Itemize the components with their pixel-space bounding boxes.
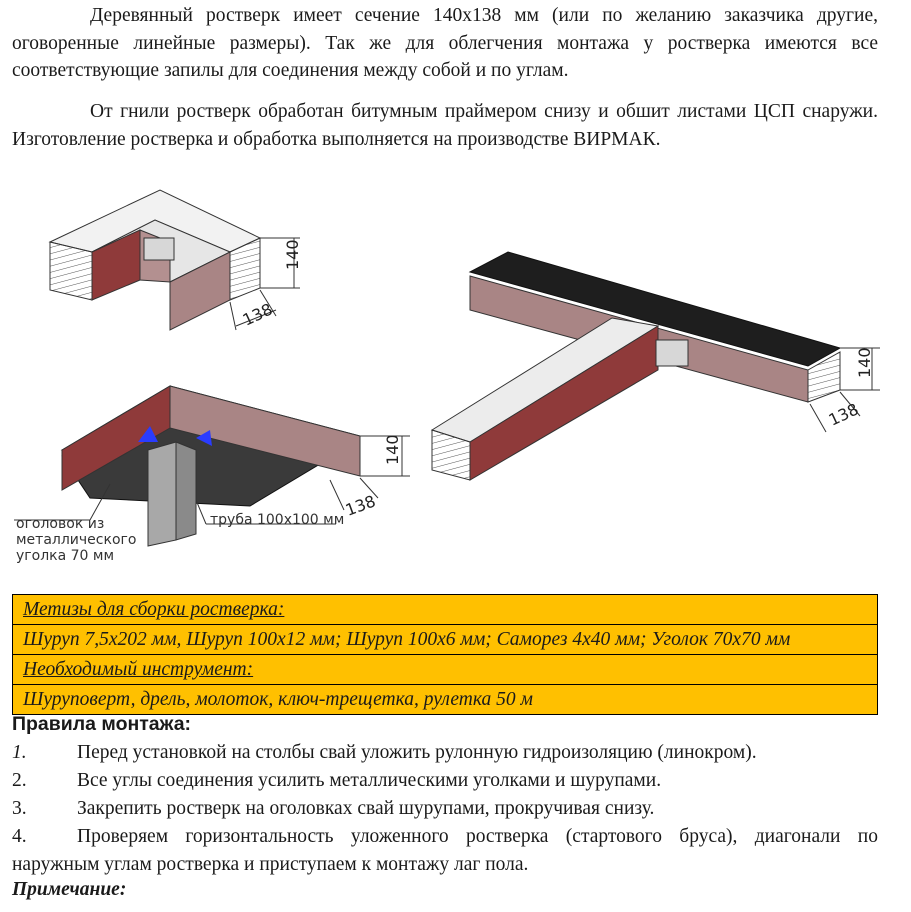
- steel-pipe: [148, 442, 176, 546]
- figure-t-joint: [432, 252, 880, 480]
- rule-number-4: 4.: [12, 826, 27, 847]
- intro-paragraph-1: [12, 2, 878, 85]
- hardware-table: [12, 594, 878, 715]
- rule-text-2: Все углы соединения усилить металлическими уголками и шурупами.: [77, 770, 662, 791]
- rule-text-1: Перед установкой на столбы свай уложить рулонную гидроизоляцию (линокром).: [77, 742, 757, 763]
- pile-dim-140: 140: [383, 434, 402, 465]
- rule-item-1: [12, 739, 878, 767]
- rule-text-3: Закрепить ростверк на оголовках свай шурупами, прокручивая снизу.: [77, 798, 655, 819]
- corner-bracket-icon: [144, 238, 174, 260]
- rules-title: Правила монтажа:: [12, 713, 192, 735]
- corner-dim-138: 138: [239, 299, 276, 330]
- rule-item-2: [12, 767, 878, 795]
- rule-item-3: [12, 795, 878, 823]
- rule-text-4: Проверяем горизонтальность уложенного ростверка (стартового бруса), диагонали по наружным углам ростверка и приступаем к монтажу лаг пола.: [12, 826, 878, 875]
- intro-paragraph-2: [12, 98, 878, 153]
- fasteners-row: Шуруп 7,5х202 мм, Шуруп 100х12 мм; Шуруп 100х6 мм; Саморез 4х40 мм; Уголок 70х70 мм: [13, 625, 877, 655]
- rule-number-2: 2.: [12, 770, 27, 791]
- figure-corner-joint: [50, 190, 302, 330]
- rule-item-4: [12, 823, 878, 878]
- tools-title-row: [13, 655, 877, 685]
- t-bracket-icon: [656, 340, 688, 366]
- fasteners-title-row: [13, 595, 877, 625]
- t-dim-138: 138: [825, 399, 862, 430]
- fasteners-title: Метизы для сборки ростверка:: [23, 599, 285, 620]
- cap-label-line-1: оголовок из: [16, 516, 105, 532]
- pipe-label: труба 100х100 мм: [210, 512, 345, 528]
- cap-label-line-2: металлического: [16, 532, 137, 548]
- pile-dim-138: 138: [342, 491, 379, 520]
- intro-paragraph-1-text: Деревянный ростверк имеет сечение 140х138 мм (или по желанию заказчика другие, оговоренные линейные размеры). Так же для облегчения монтажа у ростверка имеются все соответствующие запилы для соединения между собой и по углам.: [12, 5, 878, 81]
- intro-paragraph-2-text: От гнили ростверк обработан битумным праймером снизу и обшит листами ЦСП снаружи. Изготовление ростверка и обработка выполняется на производстве ВИРМАК.: [12, 101, 878, 150]
- note-title: Примечание:: [12, 879, 127, 900]
- grillage-drawing: [0, 180, 911, 590]
- tools-row: Шуруповерт, дрель, молоток, ключ-трещетка, рулетка 50 м: [23, 689, 533, 710]
- figure-pile-support: [14, 386, 410, 564]
- tools-title: Необходимый инструмент:: [23, 659, 254, 680]
- rule-number-1: 1.: [12, 742, 27, 763]
- cap-label-line-3: уголка 70 мм: [16, 548, 115, 564]
- t-dim-140: 140: [855, 347, 874, 378]
- rule-number-3: 3.: [12, 798, 27, 819]
- corner-dim-140: 140: [283, 239, 302, 270]
